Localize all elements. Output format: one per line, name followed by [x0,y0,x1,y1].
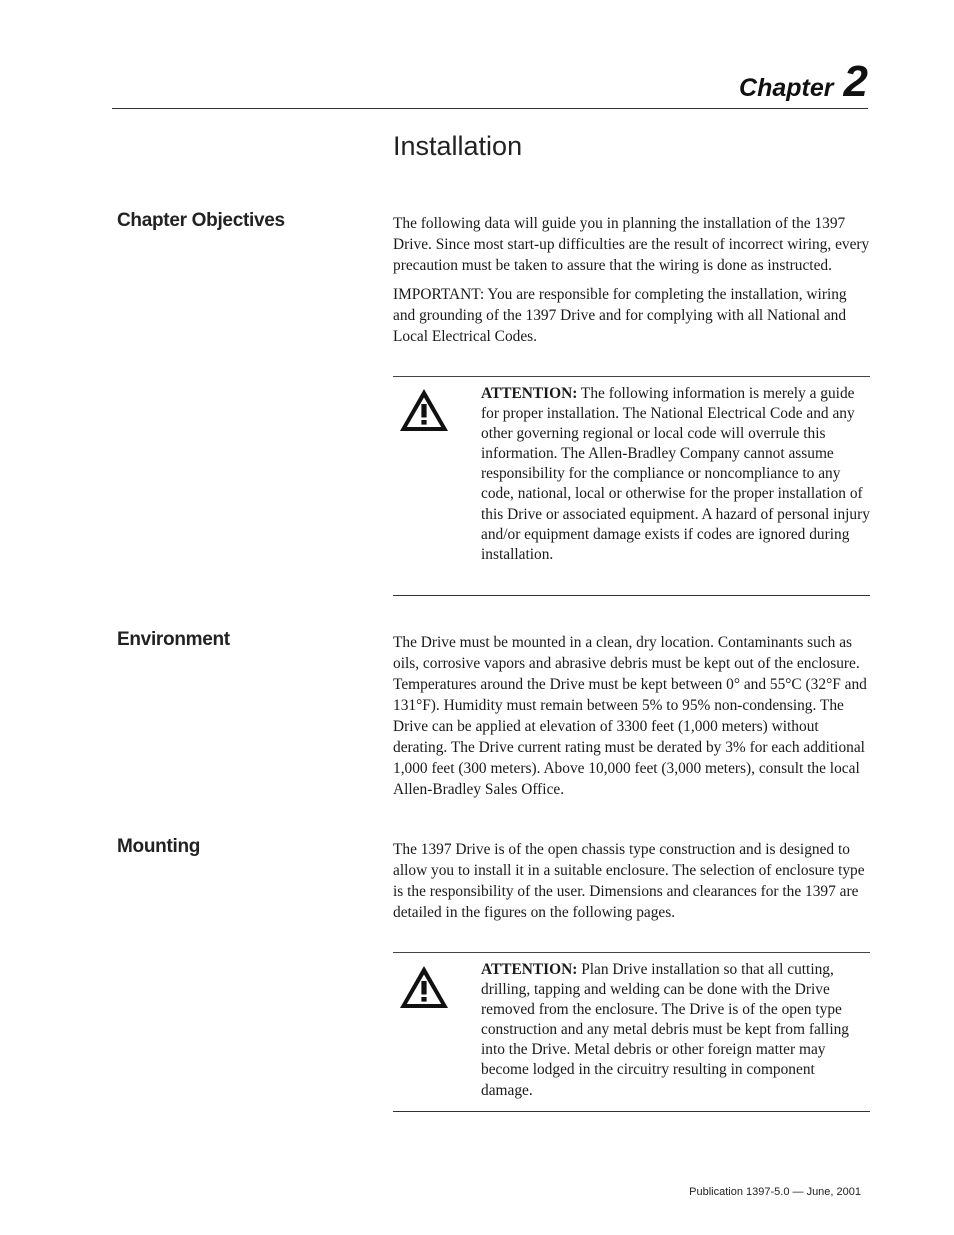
warning-triangle-icon [398,964,450,1010]
attention-text: The following information is merely a guide for proper installation. The National Electrical Code and any other governing regional or local code will overrule this information. The Allen-Bradley Company cannot assume responsibility for the compliance or noncompliance to any code, national, local or otherwise for the proper installation of this Drive or associated equipment. A hazard of personal injury and/or equipment damage exists if codes are ignored during installation. [481,385,870,563]
warning-triangle-icon [398,387,450,433]
attention-message [481,384,870,565]
paragraph: The Drive must be mounted in a clean, dry location. Contaminants such as oils, corrosive vapors and abrasive debris must be kept out of the enclosure. Temperatures around the Drive must be kept between 0° and 55°C (32°F and 131°F). Humidity must remain between 5% to 95% non-condensing. The Drive can be applied at elevation of 3300 feet (1,000 meters) without derating. The Drive current rating must be derated by 3% for each additional 1,000 feet (300 meters). Above 10,000 feet (3,000 meters), consult the local Allen-Bradley Sales Office. [393,634,867,798]
attention-text: Plan Drive installation so that all cutting, drilling, tapping and welding can be done with the Drive removed from the enclosure. The Drive is of the open type construction and any metal debris must be kept from falling into the Drive. Metal debris or other foreign matter may become lodged in the circuitry resulting in component damage. [481,961,849,1099]
section-heading-mounting: Mounting [117,836,201,857]
section-heading-environment: Environment [117,629,230,650]
section-body-mounting [393,839,870,931]
paragraph-important: IMPORTANT: You are responsible for completing the installation, wiring and grounding of the 1397 Drive and for complying with all National and Local Electrical Codes. [393,286,847,345]
attention-label: ATTENTION: [481,961,578,978]
paragraph: The following data will guide you in planning the installation of the 1397 Drive. Since most start-up difficulties are the result of incorrect wiring, every precaution must be taken to assure that the wiring is done as instructed. [393,215,870,274]
page-title: Installation [393,131,523,161]
attention-box [393,376,870,596]
section-heading-chapter-objectives: Chapter Objectives [117,210,285,231]
attention-box [393,952,870,1112]
section-body-environment [393,632,870,808]
chapter-label: Chapter [739,74,834,102]
section-body-chapter-objectives [393,213,870,355]
paragraph: The 1397 Drive is of the open chassis type construction and is designed to allow you to install it in a suitable enclosure. The selection of enclosure type is the responsibility of the user. Dimensions and clearances for the 1397 are detailed in the figures on the following pages. [393,841,865,921]
chapter-number: 2 [843,57,868,106]
header-rule [112,108,868,109]
attention-message [481,960,870,1101]
attention-label: ATTENTION: [481,385,578,402]
chapter-heading [739,57,868,106]
publication-footer: Publication 1397-5.0 — June, 2001 [689,1186,861,1198]
